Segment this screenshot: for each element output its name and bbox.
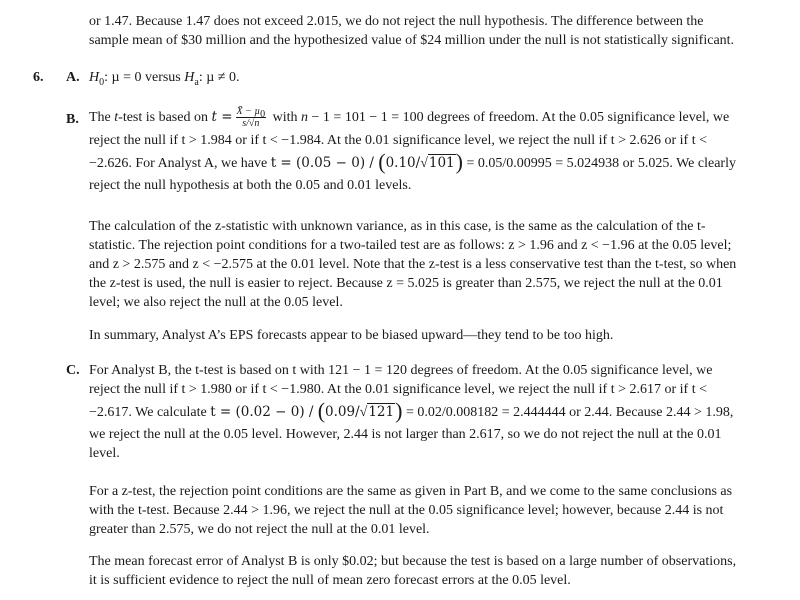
math-expression: 0.09/ — [325, 404, 360, 420]
math-expression: 0.10/ — [385, 155, 421, 171]
text-line: For Analyst B, the t-test is based on t with 121 − 1 = 120 degrees of freedom. At the 0.05 significance level, we — [89, 363, 713, 378]
text-span: −2.617. We calculate — [89, 405, 211, 420]
text-line — [89, 104, 789, 130]
radicand: 101 — [428, 155, 455, 171]
math-expression: t = (0.02 − 0) / — [210, 404, 318, 420]
fraction-denominator: s/√n — [242, 118, 260, 130]
ha-text: : µ ≠ 0. — [198, 70, 240, 85]
text-line: with the t-test. Because 2.44 > 1.96, we reject the null at the 0.05 significance level; however, because 2.44 is not — [89, 503, 724, 518]
part-b-label: B. — [66, 112, 79, 127]
text-line: sample mean of $30 million and the hypothesized value of $24 million under the null is not statistically significant. — [89, 33, 735, 48]
text-line: The mean forecast error of Analyst B is only $0.02; but because the test is based on a large number of observations, — [89, 554, 737, 569]
open-paren: ( — [317, 398, 326, 423]
text-span: = 0.02/0.008182 = 2.444444 or 2.44. Because 2.44 > 1.98, — [402, 405, 734, 420]
open-paren: ( — [378, 149, 386, 174]
text-line: reject the null if t > 1.980 or if t < −1.980. At the 0.01 significance level, we reject the null if t > 2.617 or if t < — [89, 382, 707, 397]
math-expression: t = (0.05 − 0) / — [270, 155, 379, 171]
text-line: or 1.47. Because 1.47 does not exceed 2.015, we do not reject the null hypothesis. The difference between the — [89, 14, 704, 29]
intro-paragraph — [89, 12, 789, 50]
numerator-subscript: 0 — [260, 109, 266, 121]
text-line: it is sufficient evidence to reject the null of mean zero forecast errors at the 0.05 level. — [89, 573, 571, 588]
text-line — [89, 150, 789, 176]
part-a-hypotheses — [89, 68, 789, 87]
text-span: = 0.05/0.00995 = 5.024938 or 5.025. We clearly — [462, 156, 736, 171]
n-symbol: n — [301, 110, 309, 125]
part-c-paragraph-3 — [89, 552, 789, 590]
part-c-paragraph-2 — [89, 482, 789, 539]
part-b-paragraph-1 — [89, 104, 789, 195]
text-line: level. — [89, 446, 120, 461]
text-line — [89, 399, 789, 425]
text-line: we reject the null at the 0.05 level. However, 2.44 is not larger than 2.617, so we do not reject the null at the 0.01 — [89, 427, 722, 442]
text-line: level; we also reject the null at the 0.05 level. — [89, 295, 343, 310]
radical-sign: √ — [420, 156, 428, 171]
question-number: 6. — [33, 70, 44, 85]
h0-subscript: 0 — [99, 76, 105, 88]
text-line: The calculation of the z-statistic with unknown variance, as in this case, is the same as the calculation of the t- — [89, 219, 706, 234]
t-symbol: t — [114, 110, 119, 125]
h0-text: : µ = 0 versus — [104, 70, 185, 85]
radicand: 121 — [368, 404, 395, 420]
ha-subscript: a — [194, 76, 199, 88]
text-line: In summary, Analyst A’s EPS forecasts appear to be biased upward—they tend to be too high. — [89, 328, 614, 343]
h0-symbol: H — [89, 70, 100, 85]
sqrt-expression — [420, 150, 455, 177]
text-line: and z > 2.575 and z < −2.575 at the 0.01 level. Note that the z-test is a less conservative test than the t-test, so when — [89, 257, 737, 272]
part-c-label: C. — [66, 363, 80, 378]
text-line: the z-test is used, the null is easier to reject. Because z = 5.025 is greater than 2.575, we reject the null at the 0.01 — [89, 276, 723, 291]
text-line: reject the null hypothesis at both the 0.05 and 0.01 levels. — [89, 178, 412, 193]
text-line: greater than 2.575, we do not reject the null at the 0.01 level. — [89, 522, 430, 537]
text-span: −2.626. For Analyst A, we have — [89, 156, 271, 171]
text-line: reject the null if t > 1.984 or if t < −1.984. At the 0.01 significance level, we reject the null if t > 2.626 or if t < — [89, 133, 707, 148]
fraction-numerator — [236, 106, 267, 121]
close-paren: ) — [455, 149, 463, 174]
text-span: − 1 = 101 − 1 = 100 degrees of freedom. At the 0.05 significance level, we — [308, 110, 730, 125]
close-paren: ) — [395, 398, 403, 423]
ha-symbol: H — [184, 70, 195, 85]
part-b-paragraph-2 — [89, 217, 789, 312]
formula-t: t = — [211, 109, 233, 125]
part-c-paragraph-1 — [89, 361, 789, 463]
text-span: The — [89, 110, 115, 125]
radical-sign: √ — [359, 405, 368, 420]
sqrt-expression — [360, 399, 395, 426]
text-span: with — [269, 110, 302, 125]
t-formula-fraction — [236, 106, 267, 129]
numerator-text: X̄ − µ — [236, 106, 261, 118]
text-line: statistic. The rejection point conditions for a two-tailed test are as follows: z > 1.96 and z < −1.96 at the 0.05 level; — [89, 238, 732, 253]
text-line: For a z-test, the rejection point conditions are the same as given in Part B, and we come to the same conclusions as — [89, 484, 733, 499]
part-a-label: A. — [66, 70, 80, 85]
part-b-paragraph-3 — [89, 326, 789, 345]
text-span: -test is based on — [118, 110, 212, 125]
